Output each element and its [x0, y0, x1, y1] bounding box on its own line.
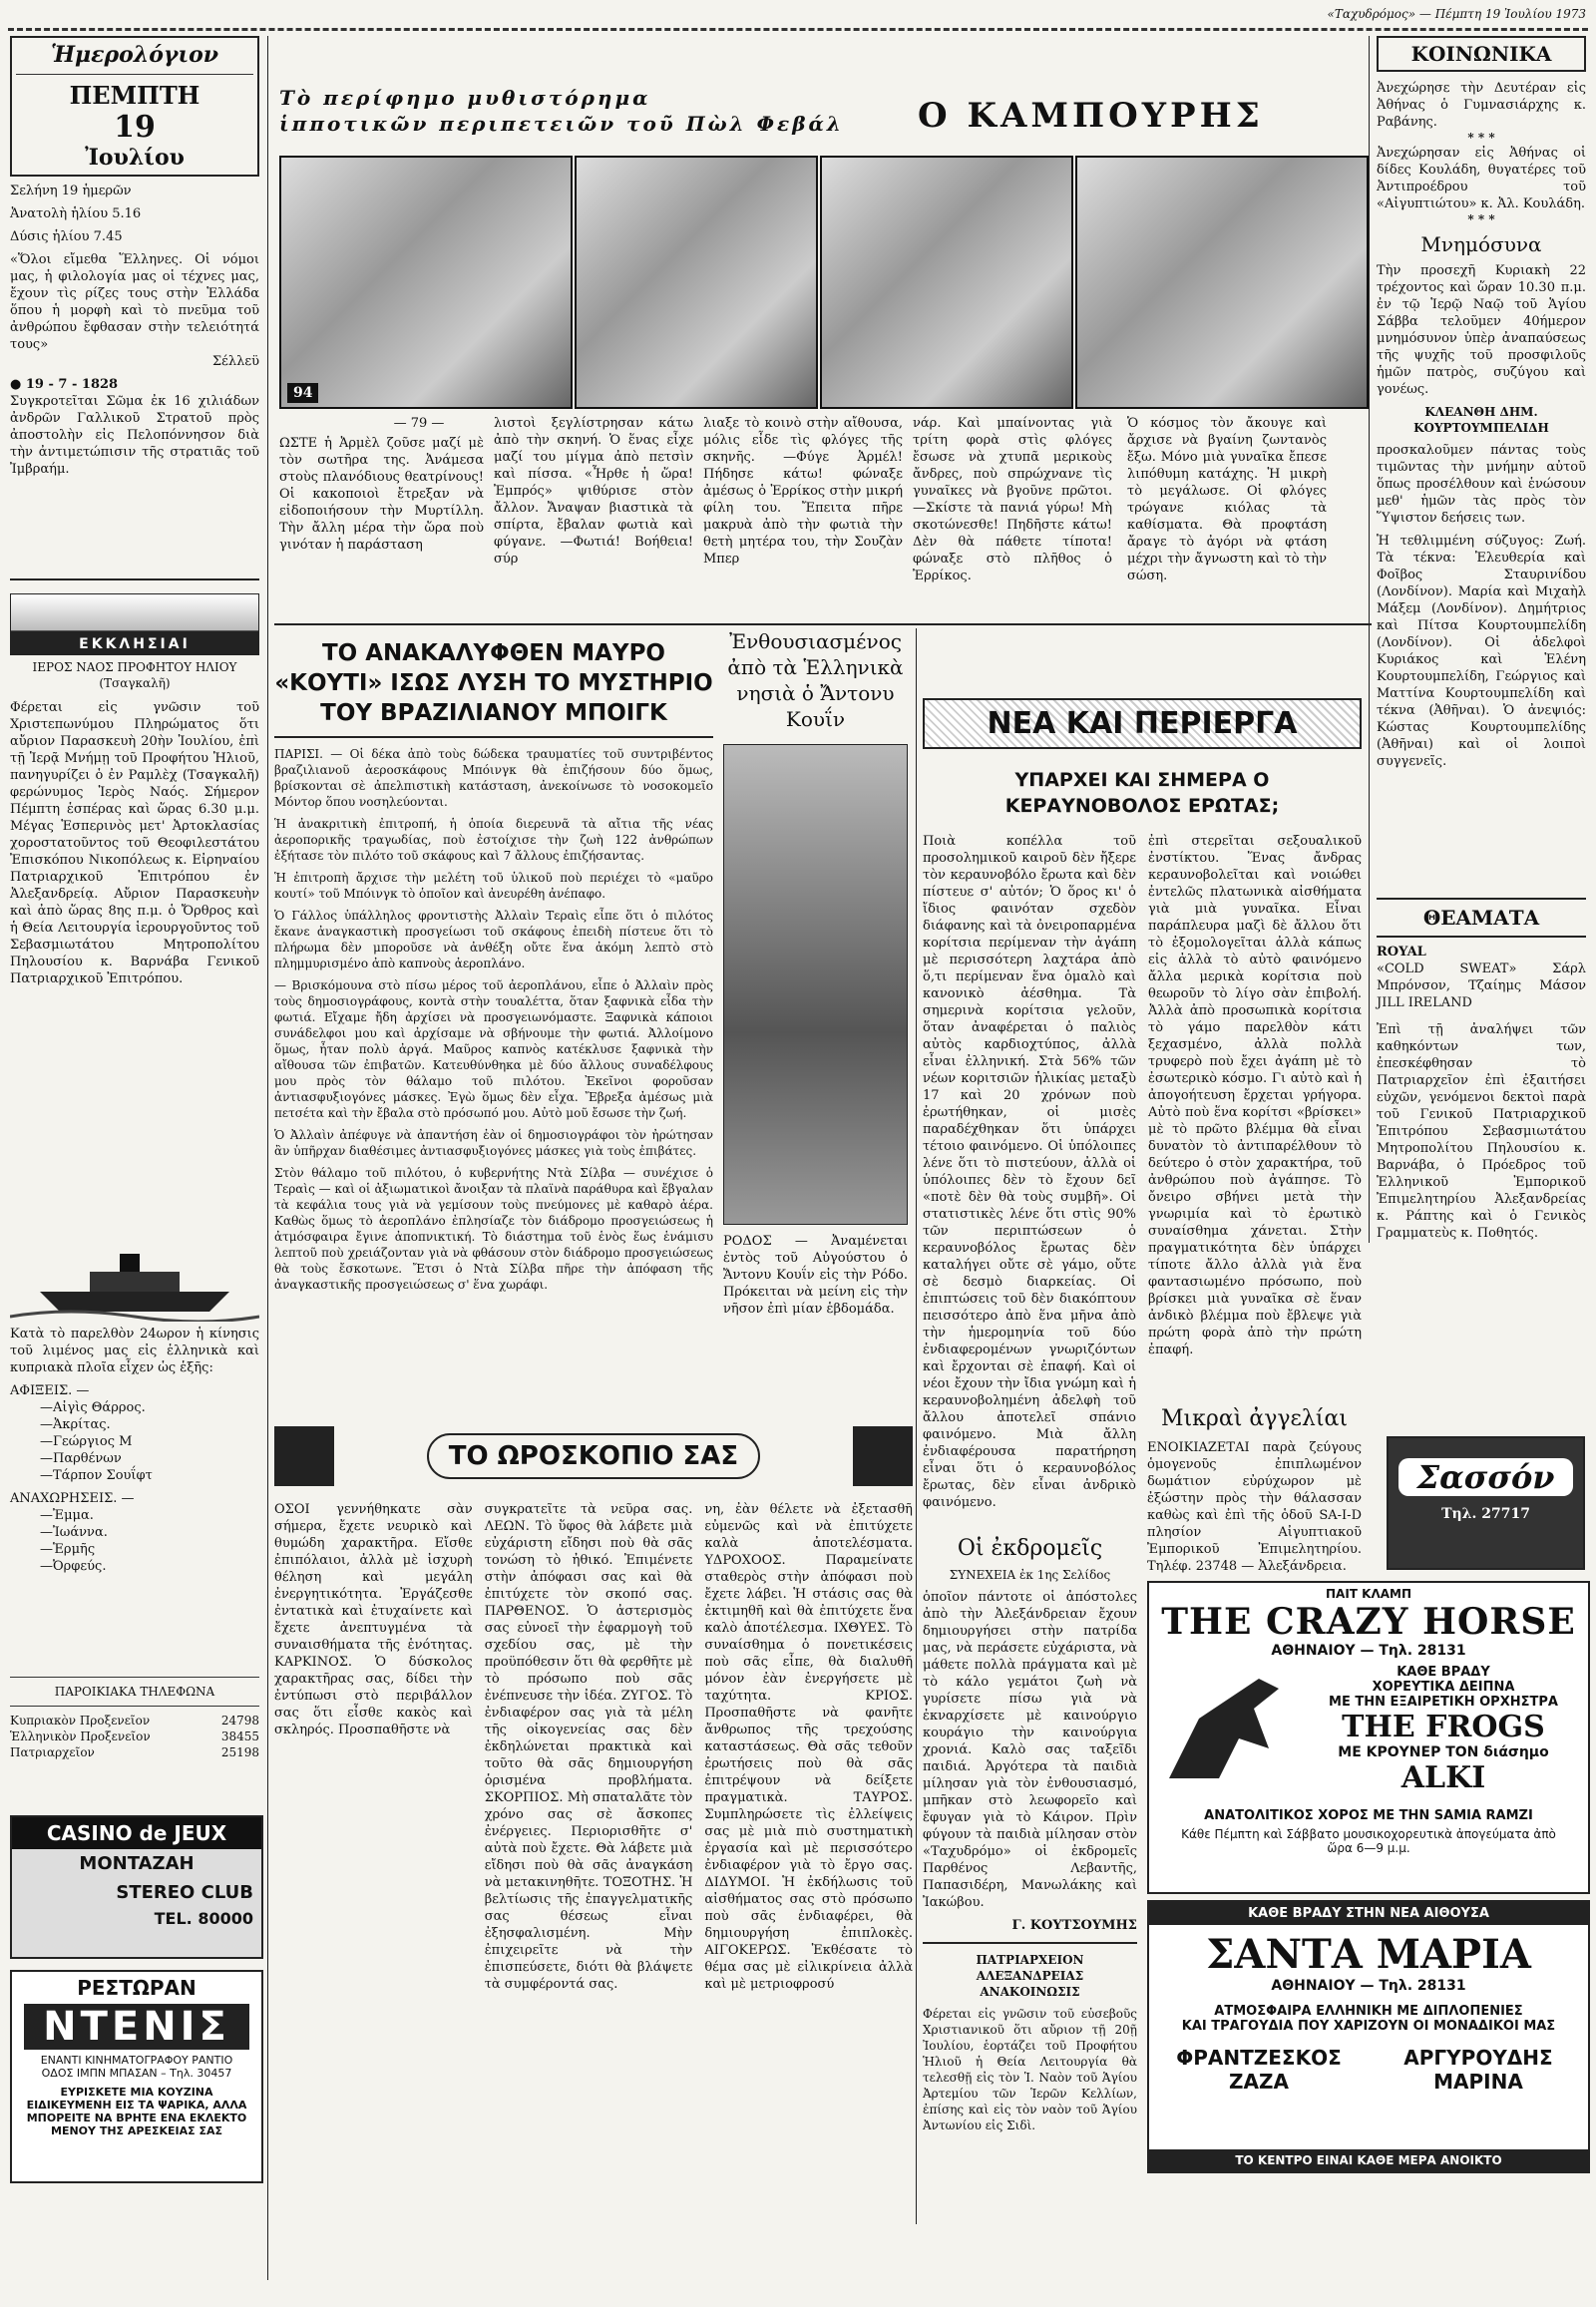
- comic-title-line1: Τὸ περίφημο μυθιστόρημα: [279, 86, 651, 110]
- phone-row: [10, 1713, 259, 1729]
- horoscope-col-1: ΟΣΟΙ γεννήθηκατε σὰν σήμερα, ἔχετε νευρικὸ καὶ θυμώδη χαρακτῆρα. Εἴσθε ἐπιπόλαιοι, ἀλλὰ μὲ ἰσχυρὴ θέληση καὶ μεγάλη ἐνεργητικότητα. Ἐργάζεσθε ἐντατικὰ καὶ ἐτυχαίνετε καὶ ἔχετε ἀνεπτυγμένα τὰ συναισθήματα τῆς ἑνότητας. ΚΑΡΚΙΝΟΣ. Ὁ δύσκολος χαρακτῆρας σας, δίδει τὴν ἐντύπωσι στὸ περιβάλλον σας ὅτι εἶσθε κακὸς καὶ σκληρός. Προσπαθῆστε νὰ: [274, 1502, 473, 1737]
- phone-row: [10, 1729, 259, 1744]
- calendar-quote: «Ὅλοι εἴμεθα Ἕλληνες. Οἱ νόμοι μας, ἡ φιλολογία μας οἱ τέχνες μας, ἔχουν τὶς ρίζες τους στὴν Ἑλλάδα ὅπου ἡ μορφὴ καὶ τὸ πνεῦμα τοῦ ἀνθρώπου ἔφθασαν στὴν τελειότητά τους»: [10, 252, 259, 352]
- history-date: ● 19 - 7 - 1828: [10, 377, 119, 392]
- port-departure-item: —Ὀρφεύς.: [40, 1559, 107, 1574]
- memorial-title: Μνημόσυνα: [1420, 232, 1542, 256]
- news-text-left: Ποιὰ κοπέλλα τοῦ προσολημικοῦ καιροῦ δὲν ἤξερε τὸν κεραυνοβόλο ἔρωτα καὶ δὲν πίστευε σ' αὐτόν; Ὁ ὅρος κι' ὁ ἴδιος φαινόταν σχεδὸν διάφανης καὶ τὰ ὀνειροπαρμένα κορίτσια περίμεναν τὴν ἀγάπη μὲ περισσότερη λαχτάρα ἀπὸ ὅ,τι περίμεναν ἕνα ὁμαλὸ καὶ κανονικὸ ἀέσθημα. Τὰ σημερινὰ κορίτσια γελοῦν, ὅταν ἀναφέρεται ὁ παλιὸς αὐτὸς καρδιοχτύπος, ἀλλὰ εἶναι ἐλληνική. Στὰ 56% τῶν νέων κοριτσιῶν ἡλικίας μεταξὺ 17 καὶ 20 χρόνων ποὺ ἐρωτήθηκαν, οἱ μισὲς παραδέχθηκαν ὅτι ὑπάρχει τέτοιο φαινόμενο. Οἱ ὑπόλοιπες λένε ὅτι τὸ πιστεύουν, ἀλλὰ οἱ ὑπόλοιπες δὲν τὸ ἔχουν δεῖ «ποτὲ δὲν θὰ τοὺς συμβῆ». Οἱ στατιστικὲς λένε ὅτι στὶς 90% τῶν περιπτώσεων ὁ κεραυνοβόλος ἔρωτας δὲν καταλήγει οὔτε σὲ γάμο, οὔτε σὲ δεσμὸ διαρκείας. Οἱ ἐπιπτώσεις τοῦ δὲν διακόπτουν πεισσότερο ἀπὸ ἕνα μῆνα ἀπὸ τὴν ἡμερομηνία τοῦ δύο ἐνδιαφερομένων γνωριζόντων καὶ ἔρχονται σὲ ἐπαφή. Καὶ οἱ νέοι ἔχουν τὴν ἴδια γνώμη καὶ ἡ κεραυνοβολημένη ἀδελφὴ τοῦ ἄλλου ἀποτελεῖ σπάνιο φαινόμενο. Μιὰ ἄλλη ἐνδιαφέρουσα παρατήρηση εἶναι ὅτι ὁ κεραυνοβόλος ἔρωτας, δὲν εἶναι ἀνδρικὸ φαινόμενο.: [923, 834, 1136, 1510]
- theatre-title: ΘΕΑΜΑΤΑ: [1422, 906, 1540, 930]
- memorial-text-2: προσκαλοῦμεν πάντας τοὺς τιμῶντας τὴν μνήμην αὐτοῦ ὅπως προσέλθουν καὶ ἑνώσουν μεθ' ἡμῶν τὰς πρὸς τὸν Ὕψιστον δεήσεις των.: [1377, 443, 1586, 526]
- comic-text-1: ΩΣΤΕ ἡ Ἀρμὲλ ζοῦσε μαζί μὲ τὸν σωτῆρα της. Ἀνάμεσα στοὺς πλανόδιους θεατρίνους! Οἱ κακοποιοὶ ἔτρεξαν νὰ εἰδοποιήσουν τὴν Μυρτίλλη. Τὴν ἄλλη μέρα τὴν ὥρα ποὺ γινόταν ἡ παράσταση: [279, 436, 484, 553]
- patriarchate-title: ΠΑΤΡΙΑΡΧΕΙΟΝ ΑΛΕΞΑΝΔΡΕΙΑΣ: [976, 1953, 1084, 1983]
- news-text-right: ἐπὶ στερεῖται σεξουαλικοῦ ἐνστίκτου. Ἕνας ἄνδρας κεραυνοβολεῖται καὶ νοιώθει ἐντελῶς πλατωνικὰ αἰσθήματα γιὰ μιὰ γυναῖκα. Εἶναι παράπλευρα μαζὶ δὲ ἄλλου ὅτι τὸ ἐξομολογεῖται ἀλλὰ κάπως εἰς ἀλλὰ τὸ αὐτὸ φαινόμενο ἄλλα μερικὰ κορίτσια ποὺ θεωροῦν τὸ λίγο σὰν ἐπιβολή. Ἀλλὰ ἀπὸ προσωπικὰ κορίτσια τὸ γάμο παρελθὸν κάτι ξεχασμένο, ἀλλὰ πολλὰ τρυφερὸ ποὺ ἔχει ἀγάπη μὲ τὸ ἐσωτερικὸ κόσμο. Γι αὐτὸ καὶ ἡ ἀπογοήτευση ἔρχεται γρήγορα. Αὐτὸ ποὺ ἕνα κορίτσι «βρίσκει» μὲ τὸ πρῶτο βλέμμα θὰ εἶναι δυνατὸν τὸ ἀντιπαρέλθουν τὸ δεύτερο ὁ στὸν χαρακτήρα, τοῦ ἀνθρώπου ποὺ ἀγάπησε. Τὸ ὄνειρο σβήνει μετὰ τὴν γνωριμία καὶ τὸ ἐρωτικὸ συναίσθημα χάνεται. Στὴν πραγματικότητα δὲν ὑπάρχει τίποτε ἄλλο ἀλλὰ γιὰ ἕνα φαντασιωμένο πρόσωπο, ποὺ βρίσκει μιὰ γυναῖκα σὲ ἕναν ἀνδικὸ βλέμμα ποὺ ἔβλεψε γιὰ πρώτη φορὰ ἀπὸ τὴν πρώτη ἐπαφή.: [1148, 834, 1362, 1357]
- phone-name: Πατριαρχεῖον: [10, 1745, 95, 1759]
- news-section: [923, 698, 1362, 1511]
- excursion-signature: Γ. ΚΟΥΤΣΟΥΜΗΣ: [1011, 1918, 1137, 1933]
- crazy-horse-line2: ΧΟΡΕΥΤΙΚΑ ΔΕΙΠΝΑ: [1372, 1680, 1515, 1695]
- church-text: Φέρεται εἰς γνῶσιν τοῦ Χριστεπωνύμου Πληρώματος ὅτι αὔριον Παρασκευὴ 20ὴν Ἰουλίου, ἐπὶ τῇ Ἱερᾷ Μνήμῃ τοῦ Προφήτου Ἡλιοῦ, πανηγυρίζει ὁ ἐν Ραμλὲχ (Τσαγκαλῆ) φερώνυμος Ἱερὸς Ναός. Σήμερον Πέμπτη ἑσπέρας καὶ ὥρας 6.30 μ.μ. Μέγας Ἑσπερινὸς μετ' Ἀρτοκλασίας χοροστατοῦντος τοῦ Θεοφιλεστάτου Ἐπισκόπου Νικοπόλεως κ. Εἰρηναίου Πατριαρχικοῦ Ἐπιτρόπου ἐν Ἀλεξανδρείᾳ. Αὔριον Παρασκευὴν καὶ ἀπὸ ὥρας 8ης π.μ. ὁ Ὄρθρος καὶ ἡ Θεία Λειτουργία ἱερουργοῦντος τοῦ Σεβασμιωτάτου Μητροπολίτου Πηλουσίου κ. Βαρνάβα Γενικοῦ Πατριαρχικοῦ Ἐπιτρόπου.: [10, 700, 259, 986]
- memorial-deceased: ΚΛΕΑΝΘΗ ΔΗΜ. ΚΟΥΡΤΟΥΜΠΕΛΙΔΗ: [1413, 405, 1549, 435]
- comic-number: 94: [287, 383, 318, 403]
- crazy-horse-ad: [1147, 1581, 1590, 1894]
- calendar-column: [10, 36, 259, 478]
- comic-panel-2: [575, 156, 818, 409]
- comic-panel-1: [279, 156, 573, 409]
- crazy-horse-top: ΠΑΙΤ ΚΛΑΜΠ: [1325, 1587, 1411, 1601]
- calendar-moon: Σελήνη 19 ἡμερῶν: [10, 184, 132, 198]
- comic-title-line2: ἱπποτικῶν περιπετειῶν τοῦ Πὼλ Φεβάλ: [279, 112, 844, 136]
- social-column: ΚΟΙΝΩΝΙΚΑ Ἀνεχώρησε τὴν Δευτέραν εἰς Ἀθήνας ὁ Γυμνασιάρχης κ. Ραβάνης. * * * Ἀνεχώρησαν εἰς Ἀθήνας οἱ δίδες Κουλάδη, θυγατέρες τοῦ Ἀντιπροέδρου τοῦ «Αἰγυπτιώτου» κ. Ἀλ. Κουλάδη. * * * Μνημόσυνα Τὴν προσεχῆ Κυριακὴ 22 τρέχοντος καὶ ὥραν 10.30 π.μ. ἐν τῷ Ἱερῷ Ναῷ τοῦ Ἁγίου Σάββα τελοῦμεν 40ήμερον μνημόσυνον ὑπὲρ ἀναπαύσεως τῆς ψυχῆς τοῦ προσφιλοῦς ἡμῶν πατρὸς, συζύγου καὶ γονέως. ΚΛΕΑΝΘΗ ΔΗΜ. ΚΟΥΡΤΟΥΜΠΕΛΙΔΗ προσκαλοῦμεν πάντας τοὺς τιμῶντας τὴν μνήμην αὐτοῦ ὅπως προσέλθουν καὶ ἑνώσουν μεθ' ἡμῶν τὰς πρὸς τὸν Ὕψιστον δεήσεις των. Ἡ τεθλιμμένη σύζυγος: Ζωή. Τὰ τέκνα: Ἐλευθερία καὶ Φοῖβος Σταυρινίδου (Λονδίνον). Μαρία καὶ Μιχαὴλ Μάξεμ (Λονδίνον). Δημήτριος καὶ Πίτσα Κουρτουμπελίδη (Λονδίνον). Οἱ ἀδελφοὶ Κυριάκος καὶ Ἑλένη Κουρτουμπελίδη, Γεώργιος καὶ Ματτίνα Κουρτουμπελίδη καὶ τέκνα (Ἀθῆναι). Ὁ ἀνεψιός: Κώστας Κουρτουμπελίδης (Ἀθῆναι) καὶ οἱ λοιποὶ συγγενεῖς.: [1377, 36, 1586, 770]
- excursion-text: ὁποῖον πάντοτε οἱ ἀπόστολες ἀπὸ τὴν Ἀλεξάνδρειαν ἔχουν δημιουργήσει στὴν πατρίδα μας, νὰ περάσετε εὐχάριστα, νὰ μάθετε πολλὰ πράγματα καὶ μὲ τὸ κάλο γεμάτοι ζωὴ νὰ γυρίσετε πίσω γιὰ νὰ ἐκναρχίσετε μὲ καινούργιο κουράγιο τὴν καινούργια χρονιά. Καλὸ σας ταξεῖδι παιδιά. Ἀργότερα τὰ παιδιὰ μίλησαν γιὰ τὸν ἐνθουσιασμό, μπῆκαν στὸ λεωφορεῖο καὶ ἔφυγαν γιὰ τὸ Κάιρον. Πρὶν φύγουν τὰ παιδιὰ μίλησαν στὸν «Ταχυδρόμο» οἱ ἐκδρομεῖς Παρθένος Λεβαντῆς, Παπασιδέρη, Μανωλάκης καὶ Ἰακώβου.: [923, 1590, 1137, 1910]
- santa-maria-line1: ΑΤΜΟΣΦΑΙΡΑ ΕΛΛΗΝΙΚΗ ΜΕ ΔΙΠΛΟΠΕΝΙΕΣ: [1214, 2004, 1523, 2019]
- horoscope-section: [274, 1421, 913, 1993]
- comic-text-3: λιαξε τὸ κοινὸ στὴν αἴθουσα, μόλις εἶδε τὶς φλόγες τῆς σκηνῆς. —Φύγε Ἀρμέλ! Πήδησε κάτω! φώναξε ἀμέσως ὁ Ἐρρίκος στὴν μικρή φίλη του. Ἔπειτα πῆρε μακρυὰ ἀπὸ τὴν φωτιὰ τὴν θετὴ μητέρα του, τὴν Σουζὰν Μπερ: [703, 416, 903, 567]
- church-section: [10, 593, 259, 987]
- top-rule: [8, 28, 1588, 31]
- crazy-horse-line6: Κάθε Πέμπτη καὶ Σάββατο μουσικοχορευτικὰ ἀπογεύματα ἀπὸ ὥρα 6—9 μ.μ.: [1181, 1827, 1556, 1855]
- calendar-title: Ἡμερολόγιον: [50, 42, 219, 68]
- gemini-icon: [274, 1426, 334, 1486]
- calendar-box: [10, 36, 259, 177]
- patriarchate-text: Φέρεται εἰς γνῶσιν τοῦ εὐσεβοῦς Χριστιανικοῦ ὅτι αὔριον τῇ 20ῇ Ἰουλίου, ἑορτάζει τοῦ Προφήτου Ἡλιοῦ ἡ Θεία Λειτουργία θὰ τελεσθῇ εἰς τὸν Ἱ. Ναὸν τοῦ Ἁγίου Ἀρτεμίου τῶν Ἱερῶν Κελλίων, ἐπίσης καὶ εἰς τὸν ναὸν τοῦ Ἁγίου Ἀντωνίου εἰς Σιδὶ.: [923, 2007, 1137, 2132]
- port-departure-item: —Ἰωάννα.: [40, 1525, 108, 1540]
- santa-maria-artist-1: ΦΡΑΝΤΖΕΣΚΟΣ ΖΑΖΑ: [1176, 2046, 1342, 2094]
- horse-icon: [1149, 1659, 1299, 1808]
- crazy-horse-line3: ΜΕ ΤΗΝ ΕΞΑΙΡΕΤΙΚΗ ΟΡΧΗΣΤΡΑ: [1329, 1695, 1558, 1710]
- comic-panel-4: [1075, 156, 1369, 409]
- santa-maria-line2: ΚΑΙ ΤΡΑΓΟΥΔΙΑ ΠΟΥ ΧΑΡΙΖΟΥΝ ΟΙ ΜΟΝΑΔΙΚΟΙ ΜΑΣ: [1181, 2019, 1556, 2034]
- santa-maria-address: ΑΘΗΝΑΙΟΥ — Τηλ. 28131: [1271, 1978, 1466, 1994]
- phone-name: Ἑλληνικὸν Προξενεῖον: [10, 1730, 151, 1743]
- box-story-para: Ὁ Γάλλος ὑπάλληλος φροντιστὴς Ἀλλαὶν Τεραὶς εἶπε ὅτι ὁ πιλότος ἔκανε ἀναγκαστικὴ προσγείωσι τοῦ σκάφους ἐπειδὴ πίστευε ὅτι τὸ πλήρωμα δὲν μποροῦσε νὰ ἀνθέξη οὔτε ἕνα ἀκόμη λεπτὸ στὸ πλημμυρισμένο ἀπὸ καπνοὺς ἀεροπλάνο.: [274, 909, 713, 970]
- classifieds-title: Μικραὶ ἀγγελίαι: [1161, 1406, 1348, 1431]
- theatre-cinema: ROYAL: [1377, 945, 1426, 960]
- quinn-section: [723, 628, 908, 1318]
- restaurant-ad-line5: ΕΥΡΙΣΚΕΤΕ ΜΙΑ ΚΟΥΖΙΝΑ ΕΙΔΙΚΕΥΜΕΝΗ ΕΙΣ ΤΑ ΨΑΡΙΚΑ, ΑΛΛΑ ΜΠΟΡΕΙΤΕ ΝΑ ΒΡΗΤΕ ΕΝΑ ΕΚΛΕΚΤΟ ΜΕΝΟΥ ΤΗΣ ΑΡΕΣΚΕΙΑΣ ΣΑΣ: [26, 2086, 247, 2137]
- calendar-weekday: ΠΕΜΠΤΗ: [69, 81, 200, 110]
- horoscope-col-2: συγκρατεῖτε τὰ νεῦρα σας. ΛΕΩΝ. Τὸ ὕφος θὰ λάβετε μιὰ εὐχάριστη εἴδησι ποὺ θὰ σᾶς τονώση τὸ ἠθικό. Ἐπιμένετε στὴν ἀπόφασι σας καὶ θὰ ἐπιτύχετε τὸν σκοπό σας. ΠΑΡΘΕΝΟΣ. Ὁ ἀστερισμὸς σας εὐνοεῖ τὴν ἐφαρμογὴ τοῦ σχεδίου σας, μὲ τὴν προϋπόθεσιν ὅτι θὰ φερθῆτε μὲ τὸ πρόσωπο ποὺ σᾶς ἐνέπνευσε τὴν ἰδέα. ΖΥΓΟΣ. Τὸ ἐνδιαφέρον σας γιὰ τὰ μέλη τῆς οἰκογενείας σας δὲν ἐκδηλώνεται πρακτικὰ καὶ τοῦτο θὰ σᾶς δημιουργήση ὁρισμένα προβλήματα. ΣΚΟΡΠΙΟΣ. Μὴ σπαταλᾶτε τὸν χρόνο σας σὲ ἄσκοπες ἐνέργειες. Περιορισθῆτε σ' αὐτὰ ποὺ ἔχετε. Θὰ λάβετε μιὰ εἴδησι ποὺ θὰ σᾶς ἀναγκάση νὰ μετακινηθῆτε. ΤΟΞΟΤΗΣ. Ἡ βελτίωσις τῆς ἐπαγγελματικῆς σας θέσεως εἶναι ἐξησφαλισμένη. Μὴν ἐπιχειρεῖτε νὰ τὴν ἐπισπεύσετε, διότι θὰ βλάψετε τὰ συμφέροντά σας.: [484, 1502, 693, 1992]
- crazy-horse-line5: ΑΝΑΤΟΛΙΤΙΚΟΣ ΧΟΡΟΣ ΜΕ ΤΗΝ SAMIA RAMZI: [1204, 1808, 1533, 1823]
- horoscope-col-3: νη, ἐὰν θέλετε νὰ ἐξετασθῆ εὐμενῶς καὶ νὰ ἐπιτύχετε καλὰ ἀποτελέσματα. ΥΔΡΟΧΟΟΣ. Παραμείνατε σταθερὸς στὴν ἀπόφασι ποὺ ἔχετε λάβει. Ἡ στάσις σας θὰ ἐκτιμηθῆ καὶ θὰ ἐπιτύχετε ἕνα καλὸ ἀποτέλεσμα. ΙΧΘΥΕΣ. Τὸ συναίσθημα ὁ πονετικέσεις ποὺ σᾶς εἶπε, θὰ διαλυθῆ μόνον ἐὰν ἐνεργήσετε μὲ ταχύτητα. ΚΡΙΟΣ. Προσπαθῆστε νὰ φανῆτε ἄνθρωπος τῆς τρεχούσης καταστάσεως. Θὰ σᾶς τεθοῦν ἐρωτήσεις ποὺ θὰ σᾶς ἐπιτρέψουν νὰ δείξετε πραγματικὰ. ΤΑΥΡΟΣ. Συμπληρώσετε τὶς ἐλλείψεις σας μὲ μιὰ πιὸ συστηματικὴ ἐργασία καὶ μὲ περισσότερο ἐνδιαφέρον γιὰ τὸ ἔργο σας. ΔΙΔΥΜΟΙ. Ἡ ἐκδήλωσις τοῦ αἰσθήματος σας στὸ πρόσωπο ποὺ σᾶς ἐνδιαφέρει, θὰ δημιουργήση ἐπιπλοκὲς. ΑΙΓΟΚΕΡΩΣ. Ἐκθέσατε τὸ θέμα σας μὲ εἰλικρίνεια ἀλλὰ καὶ μὲ μετριοφροσύ: [704, 1502, 913, 1992]
- box-story-para: Ὁ Ἀλλαὶν ἀπέφυγε νὰ ἀπαντήση ἐὰν οἱ δημοσιογράφοι τὸν ἠρώτησαν ἂν ὑπῆρχαν διαθέσιμες ἀντιασφυξιογόνες μάσκες γιὰ τοὺς ἐπιβάτες.: [274, 1128, 713, 1158]
- patriarchate-subtitle: ΑΝΑΚΟΙΝΩΣΙΣ: [980, 1985, 1080, 1999]
- port-arrival-item: —Γεώργιος Μ: [40, 1434, 133, 1449]
- box-story-para: ΠΑΡΙΣΙ. — Οἱ δέκα ἀπὸ τοὺς δώδεκα τραυματίες τοῦ συντριβέντος βραζιλιανοῦ ἀεροσκάφους Μπόινγκ θὰ ἐπιζήσουν δύο ὅμως, βρίσκονται σὲ ἀπελπιστικὴ κατάσταση, ἀνεκοίνωσε τὸ νοσοκομεῖο Μόντορ ὅπου νοσηλεύονται.: [274, 747, 713, 809]
- comic-title-main: Ο ΚΑΜΠΟΥΡΗΣ: [918, 96, 1264, 136]
- port-arrival-item: —Αἰγὶς Θάρρος.: [40, 1400, 146, 1415]
- santa-maria-footer: ΤΟ ΚΕΝΤΡΟ ΕΙΝΑΙ ΚΑΘΕ ΜΕΡΑ ΑΝΟΙΚΤΟ: [1149, 2149, 1588, 2171]
- restaurant-ad-line4: ΟΔΟΣ ΙΜΠΝ ΜΠΑΣΑΝ – Τηλ. 30457: [41, 2067, 232, 2080]
- restaurant-ad: [10, 1970, 263, 2183]
- calendar-quote-author: Σέλλεϋ: [211, 354, 259, 369]
- phone-number: 38455: [220, 1730, 259, 1743]
- theatre-notice: Ἐπὶ τῇ ἀναλήψει τῶν καθηκόντων των, ἐπεσκέφθησαν τὸ Πατριαρχεῖον ἐπὶ ἐξαιτήσει εὐχῶν, γενόμενοι δεκτοὶ παρὰ τοῦ Γενικοῦ Πατριαρχικοῦ Ἐπιτρόπου Σεβασμιωτάτου Μητροπολίτου Πηλουσίου κ. Βαρνάβα, ὁ Πρόεδρος τοῦ Ἑλληνικοῦ Ἐμπορικοῦ Ἐπιμελητηρίου Ἀλεξανδρείας κ. Ράπτης καὶ ὁ Γενικὸς Γραμματεὺς κ. Ποθητός.: [1377, 1022, 1586, 1241]
- port-departures-label: ΑΝΑΧΩΡΗΣΕΙΣ. —: [10, 1491, 135, 1506]
- casino-ad-line4: TEL. 80000: [154, 1909, 253, 1928]
- calendar-day: 19: [114, 110, 156, 145]
- restaurant-ad-line1: ΡΕΣΤΩΡΑΝ: [77, 1976, 197, 2000]
- church-title: ΙΕΡΟΣ ΝΑΟΣ ΠΡΟΦΗΤΟΥ ΗΛΙΟΥ: [32, 660, 237, 674]
- santa-maria-name: ΣΑΝΤΑ ΜΑΡΙΑ: [1206, 1931, 1531, 1978]
- casino-ad-line3: STEREO CLUB: [116, 1882, 253, 1903]
- social-item: Ἀνεχώρησαν εἰς Ἀθήνας οἱ δίδες Κουλάδη, θυγατέρες τοῦ Ἀντιπροέδρου τοῦ «Αἰγυπτιώτου» κ. Ἀλ. Κουλάδη.: [1377, 146, 1586, 211]
- port-arrivals-label: ΑΦΙΞΕΙΣ. —: [10, 1383, 90, 1398]
- phones-title: ΠΑΡΟΙΚΙΑΚΑ ΤΗΛΕΦΩΝΑ: [54, 1685, 215, 1699]
- memorial-text: Τὴν προσεχῆ Κυριακὴ 22 τρέχοντος καὶ ὥραν 10.30 π.μ. ἐν τῷ Ἱερῷ Ναῷ τοῦ Ἁγίου Σάββα τελοῦμεν 40ήμερον μνημόσυνον ὑπὲρ ἀναπαύσεως τῆς ψυχῆς τοῦ προσφιλοῦς ἡμῶν πατρὸς, συζύγου καὶ γονέως.: [1377, 263, 1586, 397]
- comic-text-5: Ὁ κόσμος τὸν ἄκουγε καὶ ἄρχισε νὰ βγαίνη ζωντανὸς ἔξω. Μόνο μιὰ γυναῖκα ἔπεσε λιπόθυμη κατάχης. Ἡ μικρὴ τὸ μεγάλωσε. Οἱ φλόγες τρώγανε κιόλας τὰ καθίσματα. Θὰ προφτάση ἄραγε τὸ ἀγόρι νὰ φτάση μέχρι τὴν ἄγνωστη καὶ τὸ τὴν σώση.: [1127, 416, 1327, 583]
- comic-section: [279, 86, 1367, 583]
- phone-number: 24798: [220, 1714, 259, 1728]
- horoscope-title: ΤΟ ΩΡΟΣΚΟΠΙΟ ΣΑΣ: [427, 1433, 760, 1479]
- crazy-horse-name: THE CRAZY HORSE: [1161, 1601, 1576, 1643]
- calendar-sunset: Δύσις ἡλίου 7.45: [10, 229, 123, 244]
- history-text: Συγκροτεῖται Σῶμα ἐκ 16 χιλιάδων ἀνδρῶν Γαλλικοῦ Στρατοῦ πρὸς ἀποστολὴν εἰς Πελοπόννησον διὰ τὴν ἀντιμετώπισιν τῆς στρατιᾶς τοῦ Ἰμβραήμ.: [10, 394, 259, 477]
- crazy-horse-singer: ALKI: [1400, 1760, 1486, 1795]
- church-subtitle: (Τσαγκαλῆ): [99, 676, 171, 690]
- crazy-horse-line4: ΜΕ ΚΡΟΥΝΕΡ ΤΟΝ διάσημο: [1338, 1744, 1549, 1760]
- social-title: ΚΟΙΝΩΝΙΚΑ: [1377, 36, 1586, 72]
- casino-ad-line2: MONTAZAH: [79, 1853, 195, 1874]
- classifieds-section: [1147, 1406, 1362, 1575]
- port-departure-item: —Ἐμμα.: [40, 1508, 94, 1523]
- excursion-cont: ΣΥΝΕΧΕΙΑ ἐκ 1ης Σελίδος: [949, 1568, 1111, 1582]
- phone-name: Κυπριακὸν Προξενεῖον: [10, 1714, 151, 1728]
- sassoon-ad-name: Σασσόν: [1398, 1458, 1573, 1496]
- calendar-sunrise: Ἀνατολὴ ἡλίου 5.16: [10, 206, 142, 221]
- phone-number: 25198: [220, 1745, 259, 1759]
- crazy-horse-line1: ΚΑΘΕ ΒΡΑΔΥ: [1396, 1665, 1490, 1680]
- social-item: Ἀνεχώρησε τὴν Δευτέραν εἰς Ἀθήνας ὁ Γυμνασιάρχης κ. Ραβάνης.: [1377, 81, 1586, 130]
- port-departure-item: —Ἑρμῆς: [40, 1542, 96, 1557]
- theatre-section: [1377, 898, 1586, 1242]
- comic-episode: — 79 —: [393, 416, 445, 431]
- crazy-horse-band: THE FROGS: [1342, 1710, 1545, 1744]
- classifieds-text: ΕΝΟΙΚΙΑΖΕΤΑΙ παρὰ ζεύγους ὁμογενοῦς ἐπιπλωμένον δωμάτιον εὐρύχωρον μὲ ἐξώστην πρὸς τὴν θάλασσαν καθὼς καὶ ἐπὶ τῆς ὁδοῦ SA-I-D πλησίον Αἰγυπτιακοῦ Ἐμπορικοῦ Ἐπιμελητηρίου. Τηλέφ. 23748 — Ἀλεξάνδρεια.: [1147, 1440, 1362, 1574]
- box-story: [274, 638, 713, 1299]
- comic-text-2: λιστοὶ ξεγλίστρησαν κάτω ἀπὸ τὴν σκηνή. Ὁ ἕνας εἶχε μαζί του μίγμα ἀπὸ πετσὶν καὶ πίσσα. «Ἦρθε ἡ ὥρα! Ἐμπρός» ψιθύρισε στὸν ἄλλον. Ἄναψαν βιαστικὰ τὰ σπίρτα, ἔβαλαν φωτιὰ καὶ φύγανε. —Φωτιά! Βοήθεια! σύρ: [494, 416, 693, 567]
- memorial-family: Ἡ τεθλιμμένη σύζυγος: Ζωή. Τὰ τέκνα: Ἐλευθερία καὶ Φοῖβος Σταυρινίδου (Λονδίνον). Μαρία καὶ Μιχαὴλ Μάξεμ (Λονδίνον). Δημήτριος καὶ Πίτσα Κουρτουμπελίδη (Λονδίνον). Οἱ ἀδελφοὶ Κυριάκος καὶ Ἑλένη Κουρτουμπελίδη, Γεώργιος καὶ Ματτίνα Κουρτουμπελίδη καὶ τέκνα (Ἀθῆναι). Ὁ ἀνεψιός: Κώστας Κουρτουμπελίδης (Ἀθῆναι) καὶ οἱ λοιποὶ συγγενεῖς.: [1377, 534, 1586, 769]
- box-story-para: Ἡ ἀνακριτικὴ ἐπιτροπή, ἡ ὁποία διερευνᾶ τὰ αἴτια τῆς νέας ἀεροπορικῆς τραγωδίας, ποὺ ἐστοίχισε τὴν ζωὴ 122 ἀνθρώπων ἐξήτασε τὸν πιλότο τοῦ σκάφους καὶ 7 ἄλλους ἐπιζήσαντας.: [274, 817, 713, 863]
- port-section: [10, 1232, 259, 1575]
- comic-text-4: νάρ. Καὶ μπαίνοντας γιὰ τρίτη φορὰ στὶς φλόγες ἔσωσε νὰ χτυπᾶ μερικοὺς ἄνδρες, ποὺ σπρώχνανε τὶς γυναῖκες νὰ βγοῦνε πρῶτοι. —Σκίστε τὰ πανιά γύρω! Μὴ σκοτώνεσθε! Πηδῆστε κάτω! Δὲν θὰ πάθετε τίποτα! φώναξε στὸ πλῆθος ὁ Ἐρρίκος.: [913, 416, 1112, 583]
- excursion-section: [923, 1536, 1137, 2133]
- comic-panel-3: [820, 156, 1073, 409]
- news-banner: ΝΕΑ ΚΑΙ ΠΕΡΙΕΡΓΑ: [923, 698, 1362, 749]
- box-story-para: Στὸν θάλαμο τοῦ πιλότου, ὁ κυβερνήτης Ντὰ Σίλβα — συνέχισε ὁ Τεραὶς — καὶ οἱ ἀξιωματικοὶ ἄνοιξαν τὰ πλαϊνὰ παράθυρα καὶ ἔβγαλαν τὰ κεφάλια τους γιὰ νὰ γεμίσουν τοὺς πνεύμονες μὲ καθαρὸ ἀέρα. Καθὼς ὅμως τὸ ἀεροπλάνο ἐπλησίαζε τὸν διάδρομο προσγειώσεως ἡ ἀτμόσφαιρα ἔγινε ἀποπνικτική. Τὸ διάστημα τοῦ ἑνὸς ἕως ἑνάμισυ λεπτοῦ ποὺ χρειάζονταν γιὰ νὰ φθάσουν στὸν διάδρομο προσγειώσεως θὰ τοὺς ἔσκοτωνε. Ἔτσι ὁ Ντὰ Σίλβα πῆρε τὴν ἀπόφαση τῆς ἀναγκαστικῆς προσγειώσεως σ' ἕνα χωράφι.: [274, 1166, 713, 1292]
- casino-ad: [10, 1815, 263, 1959]
- excursion-title: Οἱ ἐκδρομεῖς: [957, 1536, 1103, 1561]
- restaurant-ad-line3: ΕΝΑΝΤΙ ΚΙΝΗΜΑΤΟΓΡΑΦΟΥ ΡΑΝΤΙΟ: [40, 2054, 233, 2067]
- sassoon-ad-phone: Τηλ. 27717: [1441, 1506, 1530, 1522]
- box-story-para: Ἡ ἐπιτροπὴ ἄρχισε τὴν μελέτη τοῦ ὑλικοῦ ποὺ περιέχει τὸ «μαῦρο κουτί» τοῦ Μπόινγκ τὸ ὁποῖον καὶ ἀνευρέθη ἀνέπαφο.: [274, 871, 713, 901]
- port-arrival-item: —Ἀκρίτας.: [40, 1417, 111, 1432]
- port-arrival-item: —Τάρπον Σουΐφτ: [40, 1468, 153, 1483]
- crazy-horse-address: ΑΘΗΝΑΙΟΥ — Τηλ. 28131: [1271, 1643, 1466, 1659]
- church-banner: [10, 593, 259, 655]
- quinn-caption: ΡΟΔΟΣ — Ἀναμένεται ἐντὸς τοῦ Αὐγούστου ὁ Ἄντονυ Κουΐν εἰς τὴν Ρόδο. Πρόκειται νὰ μείνη εἰς τὴν νῆσον ἐπὶ μίαν ἑβδομάδα.: [723, 1234, 908, 1317]
- santa-maria-top: ΚΑΘΕ ΒΡΑΔΥ ΣΤΗΝ ΝΕΑ ΑΙΘΟΥΣΑ: [1149, 1902, 1588, 1925]
- theatre-film: «COLD SWEAT» Σάρλ Μπρόνσον, Τζαίημς Μάσον JILL IRELAND: [1377, 961, 1586, 1010]
- santa-maria-artist-2: ΑΡΓΥΡΟΥΔΗΣ ΜΑΡΙΝΑ: [1403, 2046, 1553, 2094]
- port-intro: Κατὰ τὸ παρελθὸν 24ωρον ἡ κίνησις τοῦ λιμένος μας εἰς ἑλληνικὰ καὶ κυπριακὰ πλοῖα εἶχεν ὡς ἑξῆς:: [10, 1327, 259, 1375]
- quinn-photo: [723, 744, 908, 1225]
- ship-icon: [10, 1232, 259, 1322]
- box-story-para: — Βρισκόμουνα στὸ πίσω μέρος τοῦ ἀεροπλάνου, εἶπε ὁ Ἀλλαὶν πρὸς τοὺς δημοσιογράφους, κοντὰ στὴν τουαλέττα, ὅταν ξαφνικὰ εἶδα τὴν φωτιά. Εἴχαμε ἤδη ἀρχίσει νὰ προσγειωνόμαστε. Ξαφνικὰ κάποιοι συνάδελφοι μου καὶ ἀρχίσαμε νὰ σβήνουμε τὴν φωτιά. Ἀλλοίμονο ὅμως, ἦταν πολὺ ἀργά. Μαῦρος καπνὸς κατέκλυσε ξαφνικὰ τὴν αἴθουσα τῶν ἐπιβατῶν. Κατευθύνθηκα μὲ δύο ἄλλους συναδέλφους μου πρὸς τὸν θάλαμο τοῦ πιλότου. Ἐκεῖνοι φοροῦσαν ἀντιασφυξιογόνες μάσκες. Ἐγὼ ὅμως δὲν εἶχα. Ἔβρεξα ἀμέσως μιὰ πετσέτα καὶ τὴν ἔβαλα στὸ πρόσωπό μου. Αὐτὸ μοῦ ἔσωσε τὴν ζωή.: [274, 978, 713, 1120]
- libra-icon: [853, 1426, 913, 1486]
- news-headline: ΥΠΑΡΧΕΙ ΚΑΙ ΣΗΜΕΡΑ Ο ΚΕΡΑΥΝΟΒΟΛΟΣ ΕΡΩΤΑΣ;: [1004, 769, 1280, 817]
- phone-row: [10, 1744, 259, 1760]
- port-arrival-item: —Παρθένων: [40, 1451, 122, 1466]
- running-head: «Ταχυδρόμος» — Πέμπτη 19 Ἰουλίου 1973: [1327, 7, 1586, 21]
- phones-section: [10, 1671, 259, 1760]
- restaurant-ad-line2: ΝΤΕΝΙΣ: [24, 2004, 249, 2050]
- santa-maria-ad: [1147, 1900, 1590, 2173]
- quinn-headline: Ἐνθουσιασμένος ἀπὸ τὰ Ἑλληνικὰ νησιὰ ὁ Ἄντονυ Κουΐν: [727, 629, 904, 731]
- calendar-month: Ἰουλίου: [85, 145, 185, 171]
- church-banner-label: ΕΚΚΛΗΣΙΑΙ: [79, 636, 191, 652]
- casino-ad-line1: CASINO de JEUX: [12, 1817, 261, 1849]
- sassoon-ad: [1387, 1436, 1585, 1570]
- box-story-headline: ΤΟ ΑΝΑΚΑΛΥΦΘΕΝ ΜΑΥΡΟ «ΚΟΥΤΙ» ΙΣΩΣ ΛΥΣΗ ΤΟ ΜΥΣΤΗΡΙΟ ΤΟΥ ΒΡΑΖΙΛΙΑΝΟΥ ΜΠΟΙΓΚ: [274, 640, 713, 726]
